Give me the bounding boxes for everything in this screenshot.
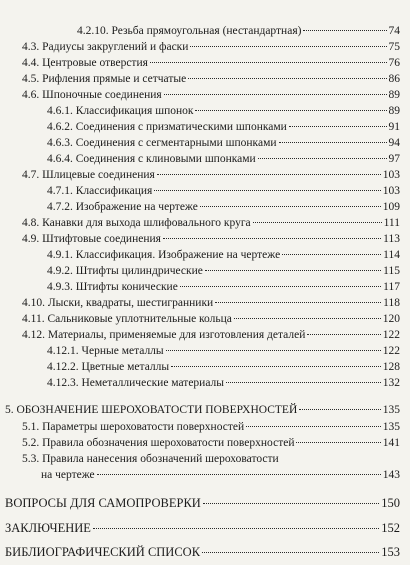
- toc-entry-label: 4.2.10. Резьба прямоугольная (нестандартная): [77, 25, 302, 37]
- toc-entry: [47, 344, 400, 358]
- leader-dots: [157, 174, 381, 175]
- toc-entry-label: 4.12.3. Неметаллические материалы: [47, 377, 225, 389]
- toc-entry: [47, 264, 400, 278]
- toc-entry-label: 4.7.2. Изображение на чертеже: [47, 201, 198, 213]
- leader-dots: [150, 62, 387, 63]
- toc-entry: [5, 496, 400, 510]
- toc-entry-page: 111: [383, 217, 400, 229]
- toc-entry: [22, 328, 400, 342]
- toc-entry: [22, 216, 400, 230]
- toc-entry-page: 75: [388, 41, 400, 53]
- leader-dots: [190, 46, 386, 47]
- toc-entry-page: 97: [388, 153, 400, 165]
- toc-entry: [47, 280, 400, 294]
- toc-entry-label: 4.11. Сальниковые уплотнительные кольца: [22, 313, 232, 325]
- leader-dots: [205, 270, 381, 271]
- leader-dots: [296, 442, 380, 443]
- toc-entry: [77, 24, 400, 38]
- toc-entry: [47, 136, 400, 150]
- toc-entry-page: 128: [382, 361, 400, 373]
- leader-dots: [154, 190, 380, 191]
- toc-entry-page: 152: [381, 521, 400, 535]
- toc-entry-label: 4.12.2. Цветные металлы: [47, 361, 170, 373]
- toc-entry-page: 74: [388, 25, 400, 37]
- toc-entry: [22, 40, 400, 54]
- leader-dots: [282, 254, 381, 255]
- leader-dots: [203, 503, 379, 504]
- toc-entry-page: 135: [382, 404, 400, 416]
- leader-dots: [164, 94, 387, 95]
- toc-entry-label: ВОПРОСЫ ДЛЯ САМОПРОВЕРКИ: [5, 496, 201, 510]
- toc-entry: [5, 521, 400, 535]
- toc-entry-label: 4.9.2. Штифты цилиндрические: [47, 265, 203, 277]
- leader-dots: [93, 528, 379, 529]
- leader-dots: [166, 350, 381, 351]
- toc-entry-page: 113: [383, 233, 400, 245]
- toc-entry-label: 4.7. Шлицевые соединения: [22, 169, 155, 181]
- toc-entry-label: 5.3. Правила нанесения обозначений шероховатости: [22, 453, 279, 465]
- leader-dots: [200, 206, 381, 207]
- toc-entry: [5, 403, 400, 417]
- leader-dots: [258, 158, 387, 159]
- toc-entry-page: 118: [383, 297, 400, 309]
- toc-entry: [22, 232, 400, 246]
- leader-dots: [202, 552, 379, 553]
- toc-entry-page: 153: [381, 545, 400, 559]
- leader-dots: [171, 366, 381, 367]
- toc-entry-page: 103: [382, 185, 400, 197]
- toc-entry-label: 4.5. Рифления прямые и сетчатые: [22, 73, 187, 85]
- leader-dots: [188, 78, 386, 79]
- leader-dots: [195, 110, 386, 111]
- toc-entry: [47, 104, 400, 118]
- leader-dots: [97, 474, 381, 475]
- toc-entry: [47, 376, 400, 390]
- toc-entry-label: 4.6.3. Соединения с сегментарными шпонками: [47, 137, 277, 149]
- toc-entry: [22, 168, 400, 182]
- toc-entry-label: 4.4. Центровые отверстия: [22, 57, 148, 69]
- toc-entry-page: 120: [382, 313, 400, 325]
- toc-entry: [41, 468, 400, 482]
- leader-dots: [307, 334, 380, 335]
- toc-entry: [47, 184, 400, 198]
- toc-entry-page: 115: [383, 265, 400, 277]
- toc-entry-label: 4.6.4. Соединения с клиновыми шпонками: [47, 153, 256, 165]
- toc-entry-page: 150: [381, 496, 400, 510]
- toc-entry: [22, 72, 400, 86]
- toc-entry-page: 94: [388, 137, 400, 149]
- toc-entry: [47, 120, 400, 134]
- leader-dots: [163, 238, 381, 239]
- leader-dots: [180, 286, 381, 287]
- toc-entry-page: 76: [388, 57, 400, 69]
- toc-entry: [47, 152, 400, 166]
- toc-entry-page: 143: [382, 469, 400, 481]
- toc-entry-label: ЗАКЛЮЧЕНИЕ: [5, 521, 91, 535]
- toc-entry-page: 135: [382, 421, 400, 433]
- toc-entry: [22, 420, 400, 434]
- toc-entry-label: 4.6.2. Соединения с призматическими шпонками: [47, 121, 287, 133]
- toc-entry: [22, 312, 400, 326]
- leader-dots: [289, 126, 387, 127]
- toc-entry-label: 4.8. Канавки для выхода шлифовального круга: [22, 217, 251, 229]
- toc-entry-page: 109: [382, 201, 400, 213]
- toc-entry-label: 4.10. Лыски, квадраты, шестигранники: [22, 297, 214, 309]
- toc-entry: [5, 545, 400, 559]
- toc-entry-label: БИБЛИОГРАФИЧЕСКИЙ СПИСОК: [5, 545, 201, 559]
- toc-entry: [22, 56, 400, 70]
- toc-entry-page: 117: [383, 281, 400, 293]
- toc-entry-label: 4.6. Шпоночные соединения: [22, 89, 162, 101]
- toc-entry: [22, 436, 400, 450]
- leader-dots: [234, 318, 381, 319]
- leader-dots: [226, 382, 381, 383]
- leader-dots: [279, 142, 387, 143]
- toc-entry-page: 103: [382, 169, 400, 181]
- toc-entry-label: 4.9.1. Классификация. Изображение на чертеже: [47, 249, 281, 261]
- leader-dots: [303, 30, 386, 31]
- toc-entry-label: 4.9.3. Штифты конические: [47, 281, 178, 293]
- toc-entry: [47, 248, 400, 262]
- toc-entry-label: 5.2. Правила обозначения шероховатости поверхностей: [22, 437, 295, 449]
- leader-dots: [215, 302, 381, 303]
- toc-entry: [22, 88, 400, 102]
- toc-entry-page: 114: [383, 249, 400, 261]
- toc-entry-label: 4.3. Радиусы закруглений и фаски: [22, 41, 189, 53]
- toc-entry-label: 4.12. Материалы, применяемые для изготовления деталей: [22, 329, 306, 341]
- toc-entry-page: 122: [382, 345, 400, 357]
- toc-entry-first-line: [22, 452, 279, 466]
- toc-entry-page: 122: [382, 329, 400, 341]
- leader-dots: [253, 222, 382, 223]
- toc-entry-page: 91: [388, 121, 400, 133]
- toc-entry-continuation: на чертеже: [41, 469, 95, 481]
- toc-entry-page: 141: [382, 437, 400, 449]
- toc-entry: [22, 296, 400, 310]
- toc-entry-page: 132: [382, 377, 400, 389]
- toc-entry-label: 5. ОБОЗНАЧЕНИЕ ШЕРОХОВАТОСТИ ПОВЕРХНОСТЕЙ: [5, 404, 298, 416]
- toc-entry-page: 89: [388, 105, 400, 117]
- toc-entry: [47, 200, 400, 214]
- toc-entry-label: 4.6.1. Классификация шпонок: [47, 105, 194, 117]
- toc-entry-label: 5.1. Параметры шероховатости поверхностей: [22, 421, 245, 433]
- toc-entry-label: 4.12.1. Черные металлы: [47, 345, 164, 357]
- toc-entry-label: 4.9. Штифтовые соединения: [22, 233, 161, 245]
- toc-entry-label: 4.7.1. Классификация: [47, 185, 153, 197]
- leader-dots: [299, 409, 380, 410]
- toc-entry-page: 86: [388, 73, 400, 85]
- toc-entry: [47, 360, 400, 374]
- leader-dots: [246, 426, 381, 427]
- toc-entry-page: 89: [388, 89, 400, 101]
